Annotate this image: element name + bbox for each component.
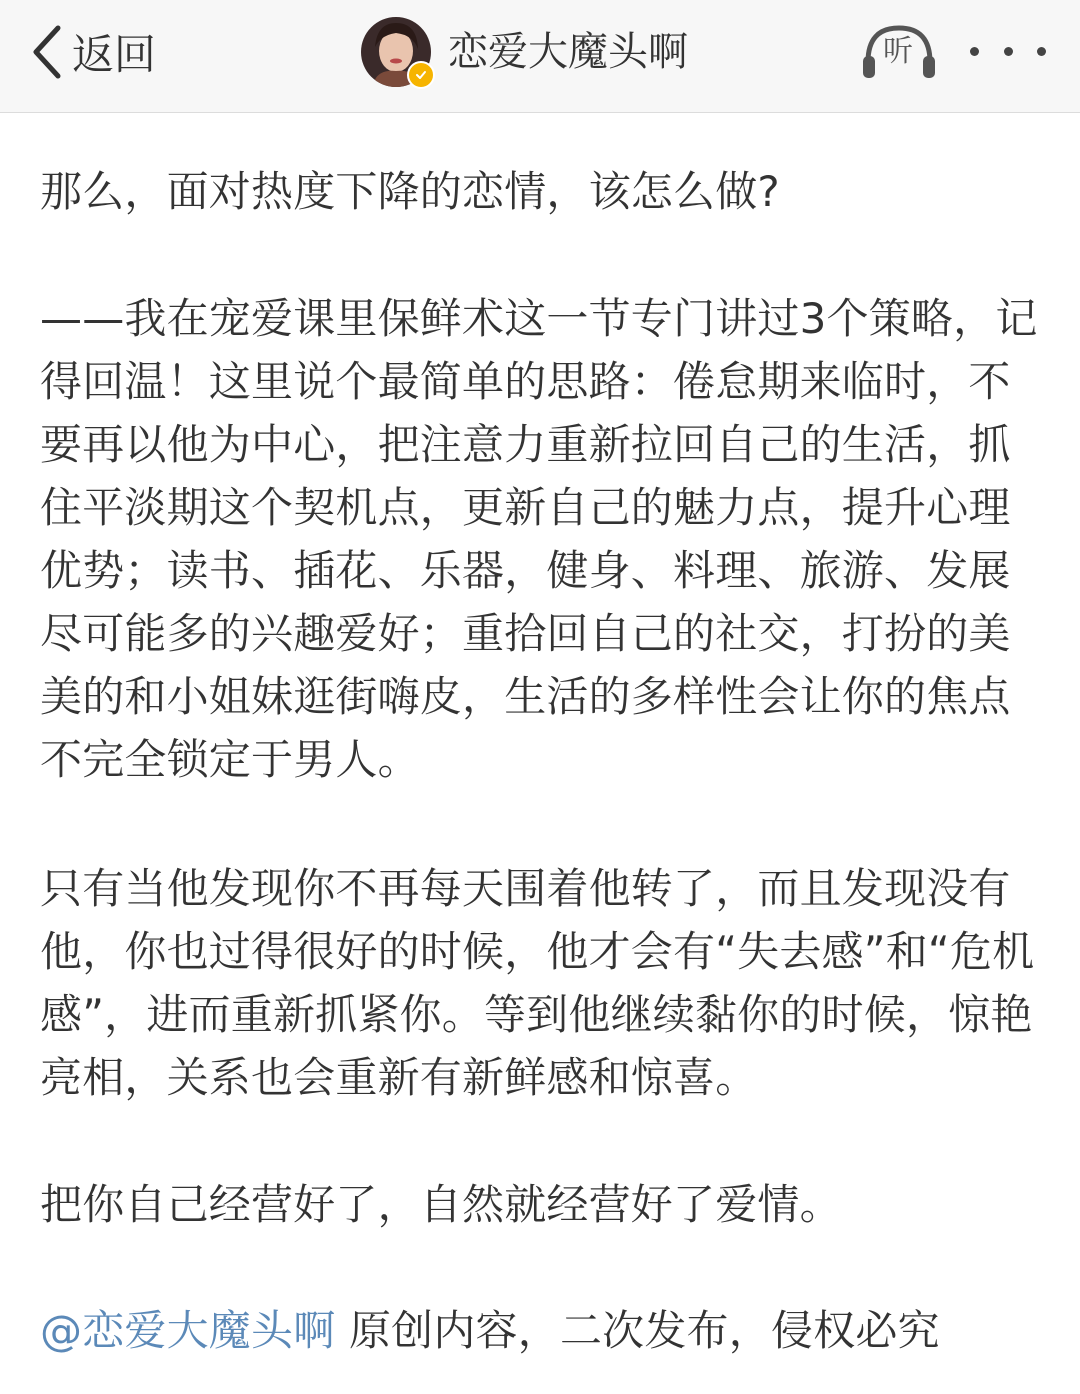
more-dots-icon[interactable] (970, 36, 1046, 66)
chevron-left-icon (30, 24, 64, 80)
dot (1037, 47, 1046, 56)
top-nav-bar (0, 0, 1080, 113)
back-label: 返回 (72, 30, 157, 79)
paragraph-strategy: ——我在宠爱课里保鲜术这一节专门讲过3个策略，记得回温！这里说个最简单的思路：倦怠期来临时，不要再以他为中心，把注意力重新拉回自己的生活，抓住平淡期这个契机点，更新自己的魅力点，提升心理优势；读书、插花、乐器，健身、料理、旅游、发展尽可能多的兴趣爱好；重拾回自己的社交，打扮的美美的和小姐妹逛街嗨皮，生活的多样性会让你的焦点不完全锁定于男人。 (40, 294, 1038, 784)
copyright-line (40, 1299, 940, 1362)
dot (970, 47, 979, 56)
paragraph-effect: 只有当他发现你不再每天围着他转了，而且发现没有他，你也过得很好的时候，他才会有“失去感”和“危机感”，进而重新抓紧你。等到他继续黏你的时候，惊艳亮相，关系也会重新有新鲜感和惊喜。 (40, 864, 1035, 1102)
listen-label: 听 (883, 34, 913, 69)
verified-badge-icon (407, 61, 435, 89)
paragraph-question: 那么，面对热度下降的恋情，该怎么做? (40, 167, 780, 216)
dot (1004, 47, 1013, 56)
copyright-text: 原创内容，二次发布，侵权必究 (335, 1306, 940, 1355)
back-button[interactable] (30, 20, 156, 84)
account-name[interactable]: 恋爱大魔头啊 (448, 29, 688, 75)
avatar[interactable] (361, 17, 431, 87)
author-mention-link[interactable]: @恋爱大魔头啊 (40, 1306, 336, 1355)
listen-button[interactable] (860, 22, 938, 82)
paragraph-conclusion: 把你自己经营好了，自然就经营好了爱情。 (40, 1180, 842, 1229)
